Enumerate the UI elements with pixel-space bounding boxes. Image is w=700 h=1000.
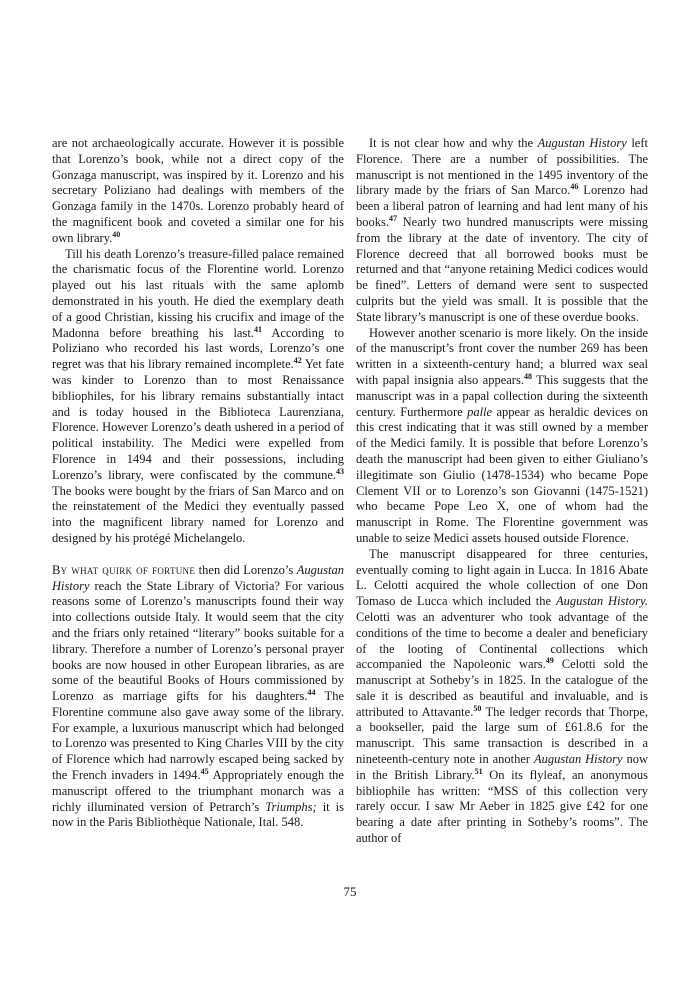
footnote-marker: 46 (570, 182, 579, 192)
footnote-marker: 44 (307, 688, 316, 698)
text-run: Till his death Lorenzo’s treasure-filled palace remained the charismatic focus of the Florentine world. Lorenzo played out his last rituals with the same aplomb demonstrated in his youth. He died the exemplary death of a good Christian, kissing his crucifix and image of the Madonna before breathing his last. (52, 246, 344, 340)
paragraph (52, 247, 344, 547)
paragraph (356, 136, 648, 326)
italic-title: Augustan History (52, 562, 344, 593)
footnote-marker: 40 (112, 229, 121, 239)
footnote-marker: 48 (523, 371, 532, 381)
text-run: According to Poliziano who recorded his last words, Lorenzo’s one regret was that his library remained incomplete. (52, 325, 344, 372)
text-run: now in the British Library. (356, 752, 648, 782)
paragraph (356, 547, 648, 847)
text-run: The manuscript disappeared for three centuries, eventually coming to light again in Lucca. In 1816 Abate L. Celotti acquired the whole collection of one Don Tomaso de Lucca which included the (356, 546, 648, 609)
paragraph (356, 326, 648, 547)
text-run: Yet fate was kinder to Lorenzo than to most Renaissance bibliophiles, for his library remains substantially intact and is today housed in the Biblioteca Laurenziana, Florence. However Lorenzo’s death ushered in a period of political instability. The Medici were expelled from Florence in 1494 and their possessions, including Lorenzo’s library, were confiscated by the commune. (52, 357, 344, 482)
text-run: The Florentine commune also gave away some of the library. For example, a luxurious manuscript which had belonged to Lorenzo was presented to King Charles VIII by the city of Florence which had narrowly escaped being sacked by the French invaders in 1494. (52, 689, 344, 783)
footnote-marker: 50 (473, 703, 482, 713)
text-run: it is now in the Paris Bibliothèque Nationale, Ital. 548. (52, 799, 344, 830)
text-run: It is not clear how and why the (369, 136, 538, 150)
text-run: Celotti sold the manuscript at Sotheby’s in 1825. In the catalogue of the sale it is described as beautiful and invaluable, and is attributed to Attavante. (356, 657, 648, 719)
text-run: On its flyleaf, an anonymous bibliophile has written: “MSS of this collection very rarely occur. I saw Mr Aeber in 1825 give £42 for one bearing a date after printing in Sotheby’s rooms”. The author of (356, 767, 649, 846)
text-run: Celotti was an adventurer who took advantage of the conditions of the time to become a dealer and beneficiary of the looting of Continental collections which accompanied the Napoleonic wars. (356, 609, 648, 672)
footnote-marker: 45 (200, 767, 209, 777)
text-run: Appropriately enough the manuscript offered to the triumphant monarch was a richly illuminated version of Petrarch’s (52, 768, 344, 814)
italic-title: palle (467, 404, 493, 419)
text-run: However another scenario is more likely. On the inside of the manuscript’s front cover the number 269 has been written in a sixteenth-century hand; a blurred wax seal with papal insignia also appears. (356, 325, 648, 387)
paragraph (52, 136, 344, 247)
footnote-marker: 51 (474, 766, 483, 776)
text-run: Lorenzo had been a liberal patron of learning and had lent many of his books. (356, 183, 648, 229)
italic-title: Augustan History (537, 136, 627, 150)
footnote-marker: 43 (336, 466, 344, 476)
right-column (356, 136, 648, 847)
text-run: This suggests that the manuscript was in a papal collection during the sixteenth century. Furthermore (356, 372, 648, 419)
text-run: appear as heraldic devices on this crest indicating that it was still owned by a member of the Medici family. It is possible that before Lorenzo’s death the manuscript had been given to either Giuliano’s illegitimate son Giulio (1478-1534) who became Pope Clement VII or to Lorenzo’s son Giovanni (1475-1521) who became Pope Leo X, one of whom had the manuscript in Rome. The Florentine government was unable to seize Medici assets housed outside Florence. (356, 404, 648, 545)
text-run: reach the State Library of Victoria? For various reasons some of Lorenzo’s manuscripts found their way into collections outside Italy. It would seem that the city and the friars only retained “literary” books suitable for a library. Therefore a number of Lorenzo’s personal prayer books are now housed in other European libraries, as are some of the beautiful Books of Hours commissioned by Lorenzo as marriage gifts for his daughters. (52, 578, 344, 704)
section-lead-in: By what quirk of fortune (52, 562, 196, 577)
footnote-marker: 42 (293, 356, 302, 366)
text-run: Nearly two hundred manuscripts were missing from the library at the date of inventory. The city of Florence decreed that all borrowed books must be returned and that “anyone retaining Medici codices would be fined”. Letters of demand were sent to suspected culprits but the yield was small. It is possible that the State library’s manuscript is one of these overdue books. (356, 214, 648, 324)
text-run: The ledger records that Thorpe, a bookseller, paid the large sum of £61.8.6 for the manuscript. This same transaction is described in a nineteenth-century note in another (356, 704, 648, 767)
page-number: 75 (343, 884, 357, 899)
section-opening-paragraph (52, 563, 344, 832)
left-column (52, 136, 344, 831)
text-run: left Florence. There are a number of possibilities. The manuscript is not mentioned in the 1495 inventory of the library made by the friars of San Marco. (356, 136, 648, 198)
text-run: are not archaeologically accurate. However it is possible that Lorenzo’s book, while not a direct copy of the Gonzaga manuscript, was inspired by it. Lorenzo and his secretary Poliziano had dealings with members of the Gonzaga family in the 1470s. Lorenzo probably heard of the magnificent book and coveted a similar one for his own library. (52, 136, 344, 245)
text-run: then did Lorenzo’s (195, 562, 297, 577)
footnote-marker: 41 (253, 324, 262, 334)
text-run: The books were bought by the friars of San Marco and on the reinstatement of the Medici they eventually passed into the magnificent library named for Lorenzo and designed by his protégé Michelangelo. (52, 483, 344, 545)
footnote-marker: 47 (389, 213, 397, 223)
italic-title: Triumphs; (265, 799, 317, 814)
italic-title: Augustan History. (555, 594, 648, 609)
footnote-marker: 49 (545, 656, 554, 666)
italic-title: Augustan History (533, 752, 623, 767)
